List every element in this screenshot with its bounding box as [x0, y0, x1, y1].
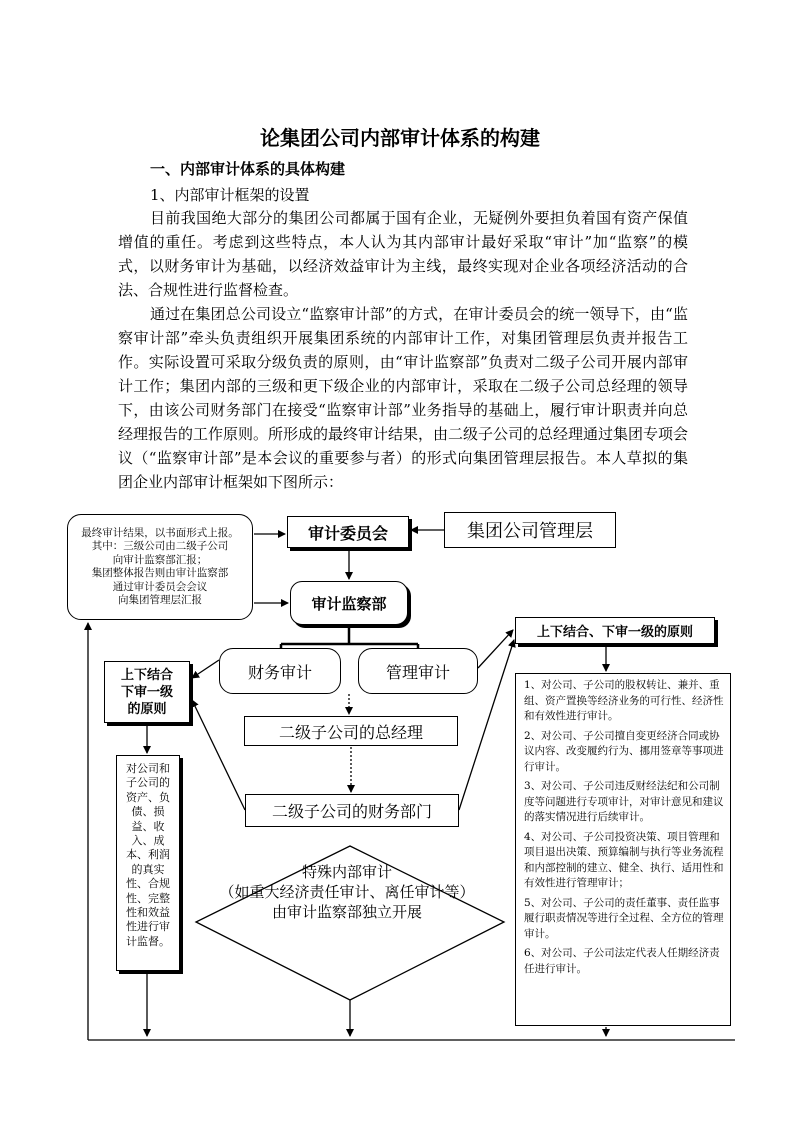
note-line: 集团整体报告则由审计监察部: [91, 567, 229, 579]
note-line: 向审计监察部汇报；: [112, 553, 208, 566]
audit-item: 3、对公司、子公司违反财经法纪和公司制度等问题进行专项审计，对审计意见和建议的落实情况进行后续审计。: [524, 780, 724, 823]
left-list-line: 性、完整: [126, 891, 170, 905]
special-line: （如重大经济责任审计、离任审计等）: [219, 883, 475, 901]
principle-right-box: 上下结合、下审一级的原则: [515, 617, 715, 644]
audit-item: 4、对公司、子公司投资决策、项目管理和项目退出决策、预算编制与执行等业务流程和内部控制的建立、健全、执行、适用性和有效性进行管理审计；: [524, 830, 724, 889]
left-list-line: 对公司和: [126, 762, 170, 775]
special-line: 特殊内部审计: [301, 863, 392, 881]
left-list-line: 入、成: [131, 834, 165, 848]
section-heading: 一、内部审计体系的具体构建: [150, 160, 346, 178]
principle-left-line: 上下结合: [120, 667, 173, 683]
left-list-line: 益、收: [131, 819, 165, 833]
principle-left-box: [104, 661, 190, 723]
note-line: 向集团管理层汇报: [118, 594, 202, 606]
note-line: 其中：三级公司由二级子公司: [91, 540, 229, 552]
note-line: 最终审计结果，以书面形式上报。: [81, 526, 239, 539]
general-manager-box: 二级子公司的总经理: [244, 716, 458, 746]
subsection-heading: 1、内部审计框架的设置: [150, 186, 310, 204]
left-list-line: 的真实: [131, 862, 165, 876]
paragraph-1: 目前我国绝大部分的集团公司都属于国有企业，无疑例外要担负着国有资产保值增值的重任。考虑到这些特点，本人认为其内部审计最好采取“审计”加“监察”的模式，以财务审计为基础，以经济效益审计为主线，最终实现对企业各项经济活动的合法、合规性进行监督检查。: [118, 209, 688, 299]
financial-audit-box: 财务审计: [219, 648, 341, 694]
audit-committee-box: 审计委员会: [287, 516, 409, 548]
left-list-line: 子公司的: [126, 776, 170, 790]
audit-item: 1、对公司、子公司的股权转让、兼并、重组、资产置换等经济业务的可行性、经济性和有效性进行审计。: [524, 679, 724, 722]
left-list-line: 本、利润: [126, 848, 170, 862]
left-list-line: 资产、负: [126, 790, 170, 804]
audit-item: 2、对公司、子公司擅自变更经济合同或协议内容、改变履约行为、挪用签章等事项进行审计。: [524, 729, 724, 773]
supervision-dept-box: 审计监察部: [290, 581, 408, 625]
paragraph-2: 通过在集团总公司设立“监察审计部”的方式，在审计委员会的统一领导下，由“监察审计部”牵头负责组织开展集团系统的内部审计工作，对集团管理层负责并报告工作。实际设置可采取分级负责的原则，由“审计监察部”负责对二级子公司开展内部审计工作；集团内部的三级和更下级企业的内部审计，采取在二级子公司总经理的领导下，由该公司财务部门在接受“监察审计部”业务指导的基础上，履行审计职责并向总经理报告的工作原则。所形成的最终审计结果，由二级子公司的总经理通过集团专项会议（“监察审计部”是本会议的重要参与者）的形式向集团管理层报告。本人草拟的集团企业内部审计框架如下图所示：: [118, 305, 689, 491]
special-line: 由审计监察部独立开展: [271, 903, 422, 921]
left-list-line: 计监督。: [126, 934, 170, 948]
principle-left-line: 下审一级: [120, 684, 173, 700]
principle-left-line: 的原则: [127, 701, 167, 717]
audit-item: 6、对公司、子公司法定代表人任期经济责任进行审计。: [524, 947, 720, 975]
finance-department-box: 二级子公司的财务部门: [245, 794, 459, 827]
left-audit-scope-box: [116, 755, 180, 971]
left-list-line: 性、合规: [126, 877, 170, 891]
management-audit-box: 管理审计: [358, 648, 478, 694]
audit-item: 5、对公司、子公司的责任董事、责任监事履行职责情况等进行全过程、全方位的管理审计。: [524, 896, 724, 940]
report-note-box: [67, 514, 253, 620]
note-line: 通过审计委员会会议: [112, 580, 208, 593]
left-list-line: 性和效益: [126, 906, 170, 920]
left-list-line: 债、损: [131, 805, 165, 819]
group-management-box: 集团公司管理层: [444, 512, 616, 548]
document-title: 论集团公司内部审计体系的构建: [260, 126, 540, 150]
special-audit-diamond: [196, 864, 498, 920]
right-audit-items-box: [515, 673, 731, 1026]
left-list-line: 性进行审: [126, 920, 170, 934]
